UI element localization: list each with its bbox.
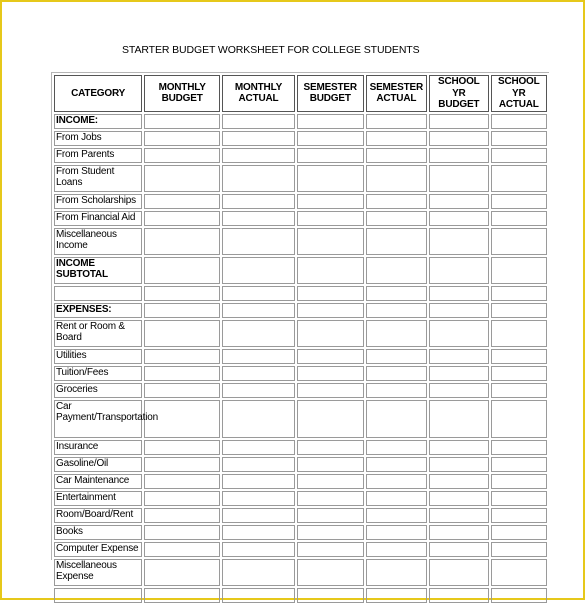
entry-cell[interactable]: [222, 286, 295, 301]
table-row: [54, 542, 547, 557]
table-row: [54, 286, 547, 301]
entry-cell[interactable]: [429, 131, 488, 146]
category-cell: [54, 286, 142, 301]
entry-cell[interactable]: [429, 114, 488, 129]
budget-worksheet: [51, 72, 549, 582]
entry-cell[interactable]: [366, 542, 428, 557]
category-cell: Entertainment: [54, 491, 142, 506]
entry-cell[interactable]: [366, 165, 428, 192]
entry-cell[interactable]: [366, 194, 428, 209]
entry-cell[interactable]: [144, 165, 220, 192]
entry-cell[interactable]: [491, 114, 547, 129]
category-cell: From Parents: [54, 148, 142, 163]
category-cell: From Jobs: [54, 131, 142, 146]
entry-cell[interactable]: [366, 383, 428, 398]
entry-cell[interactable]: [297, 286, 364, 301]
entry-cell[interactable]: [429, 148, 488, 163]
entry-cell[interactable]: [491, 211, 547, 226]
entry-cell[interactable]: [222, 165, 295, 192]
table-row: [54, 257, 547, 284]
entry-cell[interactable]: [297, 588, 364, 603]
entry-cell[interactable]: [429, 542, 488, 557]
entry-cell[interactable]: [297, 114, 364, 129]
entry-cell[interactable]: [222, 559, 295, 586]
entry-cell[interactable]: [144, 349, 220, 364]
entry-cell[interactable]: [366, 303, 428, 318]
entry-cell[interactable]: [222, 131, 295, 146]
entry-cell[interactable]: [491, 131, 547, 146]
entry-cell[interactable]: [366, 286, 428, 301]
table-row: [54, 588, 547, 603]
entry-cell[interactable]: [144, 474, 220, 489]
entry-cell[interactable]: [297, 457, 364, 472]
table-row: [54, 114, 547, 129]
entry-cell[interactable]: [491, 542, 547, 557]
entry-cell[interactable]: [491, 228, 547, 255]
entry-cell[interactable]: [222, 491, 295, 506]
entry-cell[interactable]: [222, 194, 295, 209]
category-cell: EXPENSES:: [54, 303, 142, 318]
entry-cell[interactable]: [144, 228, 220, 255]
entry-cell[interactable]: [144, 211, 220, 226]
category-cell: Car Maintenance: [54, 474, 142, 489]
category-cell: From Scholarships: [54, 194, 142, 209]
entry-cell[interactable]: [491, 457, 547, 472]
entry-cell[interactable]: [429, 366, 488, 381]
entry-cell[interactable]: [222, 474, 295, 489]
table-row: [54, 400, 547, 438]
entry-cell[interactable]: [491, 525, 547, 540]
entry-cell[interactable]: [222, 211, 295, 226]
category-cell: Tuition/Fees: [54, 366, 142, 381]
entry-cell[interactable]: [491, 320, 547, 347]
entry-cell[interactable]: [144, 588, 220, 603]
entry-cell[interactable]: [429, 559, 488, 586]
entry-cell[interactable]: [366, 559, 428, 586]
entry-cell[interactable]: [491, 400, 547, 438]
entry-cell[interactable]: [366, 349, 428, 364]
entry-cell[interactable]: [144, 194, 220, 209]
entry-cell[interactable]: [429, 228, 488, 255]
entry-cell[interactable]: [491, 148, 547, 163]
table-row: [54, 508, 547, 523]
category-cell: INCOME:: [54, 114, 142, 129]
entry-cell[interactable]: [222, 508, 295, 523]
entry-cell[interactable]: [491, 366, 547, 381]
column-header: MONTHLY ACTUAL: [222, 75, 295, 112]
entry-cell[interactable]: [429, 320, 488, 347]
entry-cell[interactable]: [491, 349, 547, 364]
entry-cell[interactable]: [491, 588, 547, 603]
entry-cell[interactable]: [222, 457, 295, 472]
worksheet-title: STARTER BUDGET WORKSHEET FOR COLLEGE STUDENTS: [122, 44, 420, 56]
entry-cell[interactable]: [222, 148, 295, 163]
entry-cell[interactable]: [491, 440, 547, 455]
category-cell: Groceries: [54, 383, 142, 398]
entry-cell[interactable]: [297, 257, 364, 284]
entry-cell[interactable]: [297, 474, 364, 489]
table-body: [54, 75, 547, 603]
table-row: [54, 559, 547, 586]
entry-cell[interactable]: [429, 383, 488, 398]
entry-cell[interactable]: [297, 131, 364, 146]
entry-cell[interactable]: [222, 383, 295, 398]
entry-cell[interactable]: [297, 349, 364, 364]
entry-cell[interactable]: [491, 286, 547, 301]
entry-cell[interactable]: [366, 491, 428, 506]
entry-cell[interactable]: [297, 508, 364, 523]
entry-cell[interactable]: [429, 400, 488, 438]
entry-cell[interactable]: [366, 440, 428, 455]
entry-cell[interactable]: [366, 257, 428, 284]
category-cell: Miscellaneous Expense: [54, 559, 142, 586]
entry-cell[interactable]: [366, 588, 428, 603]
entry-cell[interactable]: [144, 303, 220, 318]
entry-cell[interactable]: [222, 228, 295, 255]
category-cell: Insurance: [54, 440, 142, 455]
entry-cell[interactable]: [144, 320, 220, 347]
category-cell: Rent or Room & Board: [54, 320, 142, 347]
entry-cell[interactable]: [366, 366, 428, 381]
entry-cell[interactable]: [297, 440, 364, 455]
entry-cell[interactable]: [429, 508, 488, 523]
column-header: CATEGORY: [54, 75, 142, 112]
entry-cell[interactable]: [222, 114, 295, 129]
table-row: [54, 349, 547, 364]
entry-cell[interactable]: [222, 542, 295, 557]
entry-cell[interactable]: [366, 457, 428, 472]
category-cell: From Financial Aid: [54, 211, 142, 226]
entry-cell[interactable]: [297, 320, 364, 347]
category-cell: From Student Loans: [54, 165, 142, 192]
entry-cell[interactable]: [429, 440, 488, 455]
entry-cell[interactable]: [429, 257, 488, 284]
entry-cell[interactable]: [429, 588, 488, 603]
entry-cell[interactable]: [429, 286, 488, 301]
table-row: [54, 366, 547, 381]
entry-cell[interactable]: [144, 491, 220, 506]
table-row: [54, 383, 547, 398]
entry-cell[interactable]: [491, 303, 547, 318]
entry-cell[interactable]: [366, 474, 428, 489]
category-cell: Car Payment/Transportation: [54, 400, 142, 438]
entry-cell[interactable]: [297, 194, 364, 209]
entry-cell[interactable]: [297, 148, 364, 163]
entry-cell[interactable]: [429, 211, 488, 226]
entry-cell[interactable]: [491, 559, 547, 586]
table-row: [54, 211, 547, 226]
entry-cell[interactable]: [144, 257, 220, 284]
entry-cell[interactable]: [297, 542, 364, 557]
table-row: [54, 320, 547, 347]
entry-cell[interactable]: [222, 525, 295, 540]
entry-cell[interactable]: [491, 194, 547, 209]
budget-table: [52, 73, 549, 605]
entry-cell[interactable]: [144, 508, 220, 523]
column-header: MONTHLY BUDGET: [144, 75, 220, 112]
category-cell: [54, 588, 142, 603]
entry-cell[interactable]: [491, 508, 547, 523]
entry-cell[interactable]: [222, 366, 295, 381]
entry-cell[interactable]: [297, 303, 364, 318]
table-row: [54, 194, 547, 209]
table-row: [54, 457, 547, 472]
entry-cell[interactable]: [366, 320, 428, 347]
entry-cell[interactable]: [144, 131, 220, 146]
entry-cell[interactable]: [144, 148, 220, 163]
entry-cell[interactable]: [222, 257, 295, 284]
entry-cell[interactable]: [429, 491, 488, 506]
entry-cell[interactable]: [144, 542, 220, 557]
entry-cell[interactable]: [366, 400, 428, 438]
entry-cell[interactable]: [366, 228, 428, 255]
entry-cell[interactable]: [429, 349, 488, 364]
entry-cell[interactable]: [144, 286, 220, 301]
entry-cell[interactable]: [491, 491, 547, 506]
category-cell: Computer Expense: [54, 542, 142, 557]
category-cell: INCOME SUBTOTAL: [54, 257, 142, 284]
entry-cell[interactable]: [491, 257, 547, 284]
category-cell: Room/Board/Rent: [54, 508, 142, 523]
entry-cell[interactable]: [144, 114, 220, 129]
table-row: [54, 148, 547, 163]
entry-cell[interactable]: [144, 525, 220, 540]
entry-cell[interactable]: [222, 349, 295, 364]
entry-cell[interactable]: [366, 131, 428, 146]
column-header: SEMESTER ACTUAL: [366, 75, 428, 112]
entry-cell[interactable]: [366, 211, 428, 226]
entry-cell[interactable]: [491, 165, 547, 192]
entry-cell[interactable]: [144, 366, 220, 381]
entry-cell[interactable]: [366, 508, 428, 523]
entry-cell[interactable]: [222, 320, 295, 347]
entry-cell[interactable]: [429, 165, 488, 192]
category-cell: Books: [54, 525, 142, 540]
entry-cell[interactable]: [297, 165, 364, 192]
category-cell: Miscellaneous Income: [54, 228, 142, 255]
entry-cell[interactable]: [144, 440, 220, 455]
table-row: [54, 525, 547, 540]
table-row: [54, 131, 547, 146]
entry-cell[interactable]: [429, 525, 488, 540]
table-row: [54, 440, 547, 455]
entry-cell[interactable]: [429, 474, 488, 489]
entry-cell[interactable]: [297, 491, 364, 506]
entry-cell[interactable]: [297, 228, 364, 255]
entry-cell[interactable]: [366, 525, 428, 540]
entry-cell[interactable]: [297, 383, 364, 398]
entry-cell[interactable]: [297, 525, 364, 540]
table-row: [54, 228, 547, 255]
entry-cell[interactable]: [222, 303, 295, 318]
entry-cell[interactable]: [491, 474, 547, 489]
table-row: [54, 303, 547, 318]
column-header: SCHOOL YR ACTUAL: [491, 75, 547, 112]
entry-cell[interactable]: [297, 559, 364, 586]
category-cell: Utilities: [54, 349, 142, 364]
header-row: [54, 75, 547, 112]
entry-cell[interactable]: [429, 303, 488, 318]
table-row: [54, 491, 547, 506]
category-cell: Gasoline/Oil: [54, 457, 142, 472]
entry-cell[interactable]: [366, 148, 428, 163]
entry-cell[interactable]: [429, 194, 488, 209]
entry-cell[interactable]: [366, 114, 428, 129]
entry-cell[interactable]: [491, 383, 547, 398]
entry-cell[interactable]: [297, 366, 364, 381]
table-row: [54, 474, 547, 489]
entry-cell[interactable]: [144, 383, 220, 398]
column-header: SEMESTER BUDGET: [297, 75, 364, 112]
entry-cell[interactable]: [297, 400, 364, 438]
entry-cell[interactable]: [297, 211, 364, 226]
entry-cell[interactable]: [222, 400, 295, 438]
entry-cell[interactable]: [144, 559, 220, 586]
entry-cell[interactable]: [222, 588, 295, 603]
column-header: SCHOOL YR BUDGET: [429, 75, 488, 112]
entry-cell[interactable]: [429, 457, 488, 472]
entry-cell[interactable]: [144, 457, 220, 472]
table-row: [54, 165, 547, 192]
entry-cell[interactable]: [222, 440, 295, 455]
